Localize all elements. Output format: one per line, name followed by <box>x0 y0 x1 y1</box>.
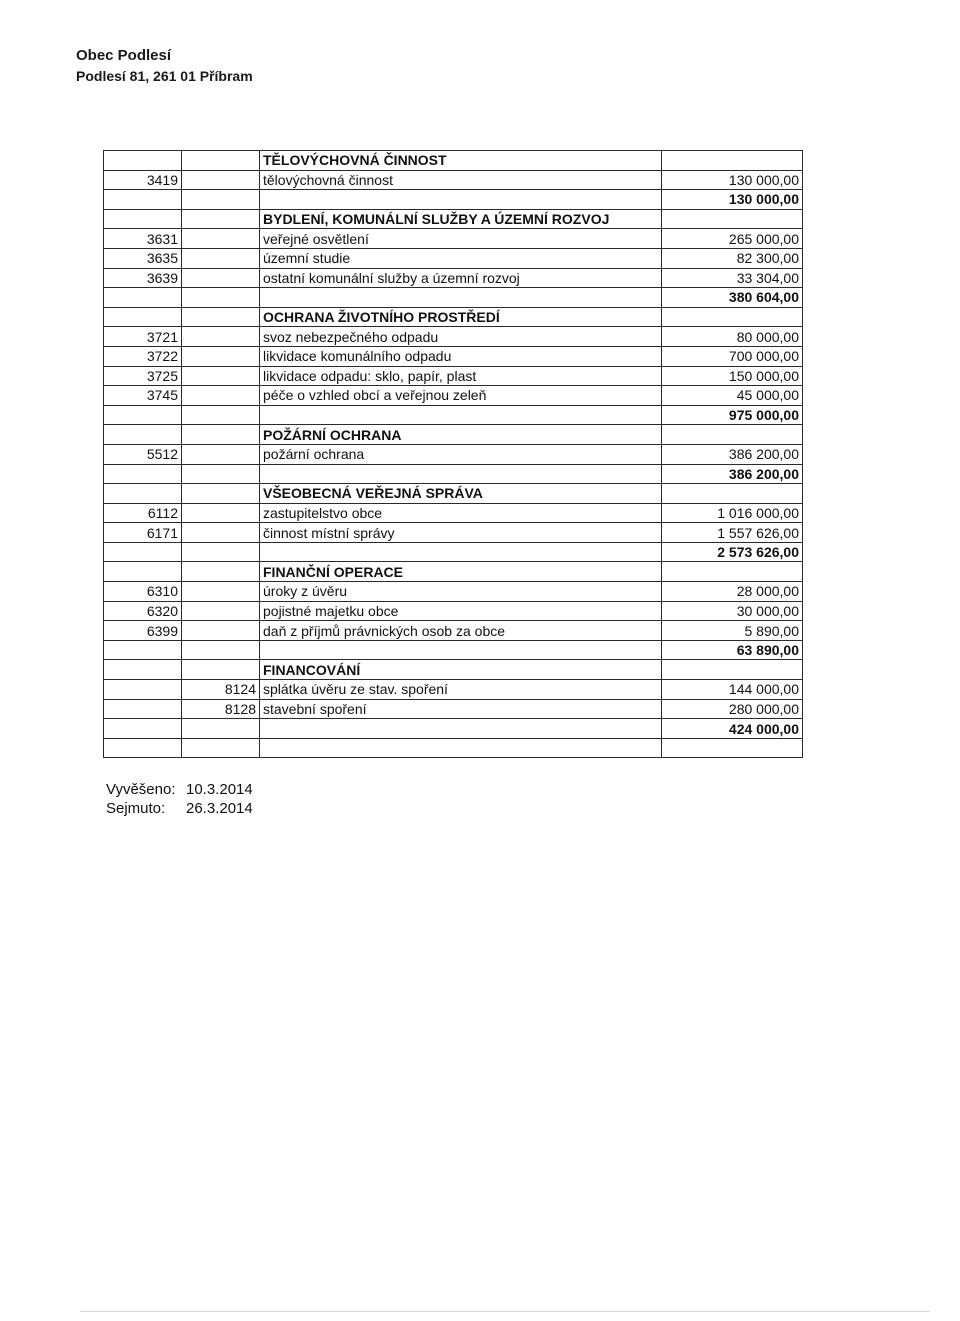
removed-date: 26.3.2014 <box>186 800 253 817</box>
item-code-cell <box>182 229 260 249</box>
table-row <box>104 366 803 386</box>
item-code-cell <box>182 660 260 680</box>
table-row <box>104 386 803 406</box>
description-cell <box>260 640 662 660</box>
table-row <box>104 346 803 366</box>
paragraph-code-cell: 3722 <box>104 346 182 366</box>
table-row <box>104 601 803 621</box>
paragraph-code-cell <box>104 151 182 171</box>
description-cell: územní studie <box>260 248 662 268</box>
subtotal-row <box>104 542 803 562</box>
paragraph-code-cell: 5512 <box>104 444 182 464</box>
budget-table-body <box>104 151 803 758</box>
paragraph-code-cell: 6171 <box>104 523 182 543</box>
amount-cell: 28 000,00 <box>662 582 803 602</box>
subtotal-amount-cell: 63 890,00 <box>662 640 803 660</box>
paragraph-code-cell: 3631 <box>104 229 182 249</box>
amount-cell: 5 890,00 <box>662 621 803 641</box>
removed-label: Sejmuto: <box>106 800 166 817</box>
section-title-cell: TĚLOVÝCHOVNÁ ČINNOST <box>260 151 662 171</box>
description-cell: pojistné majetku obce <box>260 601 662 621</box>
amount-cell <box>662 484 803 504</box>
amount-cell <box>662 425 803 445</box>
item-code-cell <box>182 464 260 484</box>
amount-cell: 33 304,00 <box>662 268 803 288</box>
amount-cell: 80 000,00 <box>662 327 803 347</box>
paragraph-code-cell: 6399 <box>104 621 182 641</box>
item-code-cell <box>182 307 260 327</box>
section-header-row <box>104 307 803 327</box>
amount-cell <box>662 660 803 680</box>
section-header-row <box>104 151 803 171</box>
section-title-cell: FINANCOVÁNÍ <box>260 660 662 680</box>
subtotal-amount-cell: 386 200,00 <box>662 464 803 484</box>
section-header-row <box>104 425 803 445</box>
paragraph-code-cell <box>104 562 182 582</box>
paragraph-code-cell: 3745 <box>104 386 182 406</box>
item-code-cell <box>182 405 260 425</box>
paragraph-code-cell <box>104 699 182 719</box>
paragraph-code-cell <box>104 405 182 425</box>
amount-cell: 150 000,00 <box>662 366 803 386</box>
item-code-cell <box>182 209 260 229</box>
description-cell: úroky z úvěru <box>260 582 662 602</box>
paragraph-code-cell: 3639 <box>104 268 182 288</box>
description-cell <box>260 405 662 425</box>
description-cell: stavební spoření <box>260 699 662 719</box>
section-header-row <box>104 209 803 229</box>
subtotal-row <box>104 190 803 210</box>
description-cell: likvidace komunálního odpadu <box>260 346 662 366</box>
paragraph-code-cell: 3419 <box>104 170 182 190</box>
item-code-cell <box>182 738 260 758</box>
description-cell <box>260 542 662 562</box>
item-code-cell <box>182 268 260 288</box>
description-cell <box>260 464 662 484</box>
amount-cell: 144 000,00 <box>662 680 803 700</box>
table-row <box>104 503 803 523</box>
paragraph-code-cell <box>104 542 182 562</box>
description-cell: péče o vzhled obcí a veřejnou zeleň <box>260 386 662 406</box>
amount-cell: 1 557 626,00 <box>662 523 803 543</box>
item-code-cell <box>182 151 260 171</box>
description-cell: tělovýchovná činnost <box>260 170 662 190</box>
item-code-cell: 8124 <box>182 680 260 700</box>
paragraph-code-cell <box>104 719 182 739</box>
item-code-cell <box>182 444 260 464</box>
amount-cell: 82 300,00 <box>662 248 803 268</box>
item-code-cell <box>182 582 260 602</box>
paragraph-code-cell <box>104 307 182 327</box>
item-code-cell <box>182 327 260 347</box>
item-code-cell <box>182 542 260 562</box>
subtotal-row <box>104 719 803 739</box>
paragraph-code-cell <box>104 190 182 210</box>
description-cell: likvidace odpadu: sklo, papír, plast <box>260 366 662 386</box>
table-row <box>104 680 803 700</box>
item-code-cell <box>182 484 260 504</box>
table-row <box>104 444 803 464</box>
item-code-cell <box>182 640 260 660</box>
description-cell: ostatní komunální služby a územní rozvoj <box>260 268 662 288</box>
item-code-cell <box>182 288 260 308</box>
table-row <box>104 582 803 602</box>
item-code-cell <box>182 386 260 406</box>
table-row <box>104 523 803 543</box>
organization-name: Obec Podlesí <box>76 47 172 64</box>
table-row <box>104 229 803 249</box>
amount-cell <box>662 738 803 758</box>
paragraph-code-cell: 3721 <box>104 327 182 347</box>
posted-label: Vyvěšeno: <box>106 781 176 798</box>
section-header-row <box>104 484 803 504</box>
paragraph-code-cell <box>104 738 182 758</box>
description-cell: svoz nebezpečného odpadu <box>260 327 662 347</box>
item-code-cell: 8128 <box>182 699 260 719</box>
item-code-cell <box>182 719 260 739</box>
blank-row <box>104 738 803 758</box>
description-cell: činnost místní správy <box>260 523 662 543</box>
item-code-cell <box>182 425 260 445</box>
amount-cell <box>662 562 803 582</box>
subtotal-row <box>104 405 803 425</box>
table-row <box>104 621 803 641</box>
amount-cell <box>662 209 803 229</box>
description-cell: zastupitelstvo obce <box>260 503 662 523</box>
subtotal-amount-cell: 380 604,00 <box>662 288 803 308</box>
section-title-cell: POŽÁRNÍ OCHRANA <box>260 425 662 445</box>
table-row <box>104 248 803 268</box>
amount-cell: 130 000,00 <box>662 170 803 190</box>
subtotal-amount-cell: 424 000,00 <box>662 719 803 739</box>
item-code-cell <box>182 621 260 641</box>
amount-cell: 700 000,00 <box>662 346 803 366</box>
paragraph-code-cell <box>104 425 182 445</box>
subtotal-row <box>104 464 803 484</box>
section-header-row <box>104 660 803 680</box>
subtotal-amount-cell: 2 573 626,00 <box>662 542 803 562</box>
amount-cell: 45 000,00 <box>662 386 803 406</box>
paragraph-code-cell <box>104 484 182 504</box>
item-code-cell <box>182 346 260 366</box>
organization-address: Podlesí 81, 261 01 Příbram <box>76 68 253 84</box>
posting-info <box>106 780 253 818</box>
section-title-cell: OCHRANA ŽIVOTNÍHO PROSTŘEDÍ <box>260 307 662 327</box>
item-code-cell <box>182 562 260 582</box>
paragraph-code-cell <box>104 660 182 680</box>
item-code-cell <box>182 170 260 190</box>
paragraph-code-cell <box>104 288 182 308</box>
amount-cell: 30 000,00 <box>662 601 803 621</box>
subtotal-row <box>104 640 803 660</box>
description-cell: splátka úvěru ze stav. spoření <box>260 680 662 700</box>
amount-cell: 1 016 000,00 <box>662 503 803 523</box>
subtotal-amount-cell: 975 000,00 <box>662 405 803 425</box>
table-row <box>104 699 803 719</box>
table-row <box>104 268 803 288</box>
amount-cell: 265 000,00 <box>662 229 803 249</box>
paragraph-code-cell <box>104 464 182 484</box>
removed-line <box>106 799 253 818</box>
section-title-cell: BYDLENÍ, KOMUNÁLNÍ SLUŽBY A ÚZEMNÍ ROZVOJ <box>260 209 662 229</box>
paragraph-code-cell: 3725 <box>104 366 182 386</box>
table-row <box>104 170 803 190</box>
paragraph-code-cell <box>104 209 182 229</box>
section-title-cell: VŠEOBECNÁ VEŘEJNÁ SPRÁVA <box>260 484 662 504</box>
paragraph-code-cell: 6112 <box>104 503 182 523</box>
budget-table <box>103 150 803 758</box>
scan-edge-line <box>80 1311 930 1312</box>
posted-line <box>106 780 253 799</box>
description-cell <box>260 190 662 210</box>
paragraph-code-cell <box>104 640 182 660</box>
item-code-cell <box>182 248 260 268</box>
paragraph-code-cell: 3635 <box>104 248 182 268</box>
subtotal-row <box>104 288 803 308</box>
amount-cell: 386 200,00 <box>662 444 803 464</box>
description-cell <box>260 288 662 308</box>
item-code-cell <box>182 601 260 621</box>
description-cell: daň z příjmů právnických osob za obce <box>260 621 662 641</box>
paragraph-code-cell: 6320 <box>104 601 182 621</box>
item-code-cell <box>182 190 260 210</box>
amount-cell <box>662 307 803 327</box>
posted-date: 10.3.2014 <box>186 781 253 798</box>
description-cell: veřejné osvětlení <box>260 229 662 249</box>
item-code-cell <box>182 503 260 523</box>
description-cell <box>260 738 662 758</box>
paragraph-code-cell <box>104 680 182 700</box>
description-cell <box>260 719 662 739</box>
subtotal-amount-cell: 130 000,00 <box>662 190 803 210</box>
amount-cell <box>662 151 803 171</box>
amount-cell: 280 000,00 <box>662 699 803 719</box>
item-code-cell <box>182 366 260 386</box>
section-header-row <box>104 562 803 582</box>
description-cell: požární ochrana <box>260 444 662 464</box>
table-row <box>104 327 803 347</box>
section-title-cell: FINANČNÍ OPERACE <box>260 562 662 582</box>
item-code-cell <box>182 523 260 543</box>
paragraph-code-cell: 6310 <box>104 582 182 602</box>
